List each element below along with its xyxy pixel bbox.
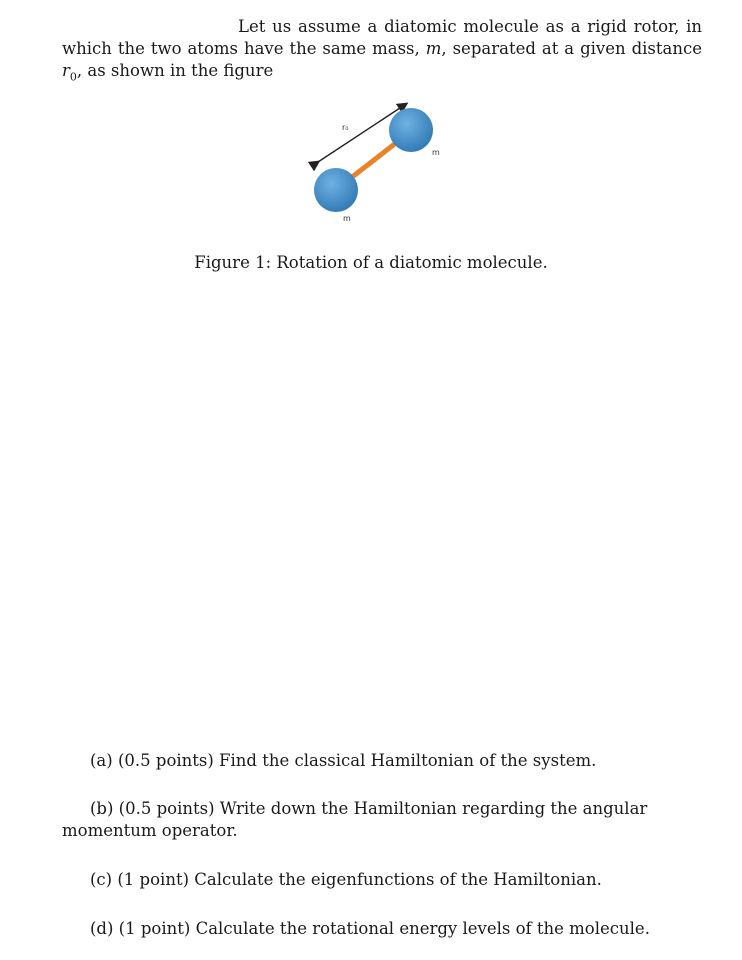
- molecule-diagram: [300, 96, 450, 226]
- mass-symbol: m: [425, 39, 442, 58]
- atom-bottom: [314, 168, 358, 212]
- question-c: (c) (1 point) Calculate the eigenfunctions of the Hamiltonian.: [90, 870, 602, 889]
- intro-text-middle: , separated at a given distance: [441, 39, 702, 58]
- problem-intro: [62, 16, 702, 88]
- distance-subscript: 0: [69, 70, 77, 84]
- distance-symbol: r: [62, 61, 70, 80]
- question-d: (d) (1 point) Calculate the rotational energy levels of the molecule.: [90, 919, 650, 938]
- figure-caption: Figure 1: Rotation of a diatomic molecule.: [194, 253, 548, 272]
- mass-label-top: m: [432, 148, 440, 157]
- question-b: (b) (0.5 points) Write down the Hamiltonian regarding the angular momentum operator.: [62, 799, 648, 840]
- molecule-figure: [300, 96, 450, 226]
- distance-label: r₀: [342, 123, 349, 132]
- question-a: (a) (0.5 points) Find the classical Hamiltonian of the system.: [90, 751, 597, 770]
- mass-label-bottom: m: [343, 214, 351, 223]
- atom-top: [389, 108, 433, 152]
- intro-text-end: , as shown in the figure: [76, 61, 274, 80]
- intro-text-start: Let us assume a diatomic molecule as a rigid rotor, in which the two atoms have the same mass,: [62, 17, 702, 58]
